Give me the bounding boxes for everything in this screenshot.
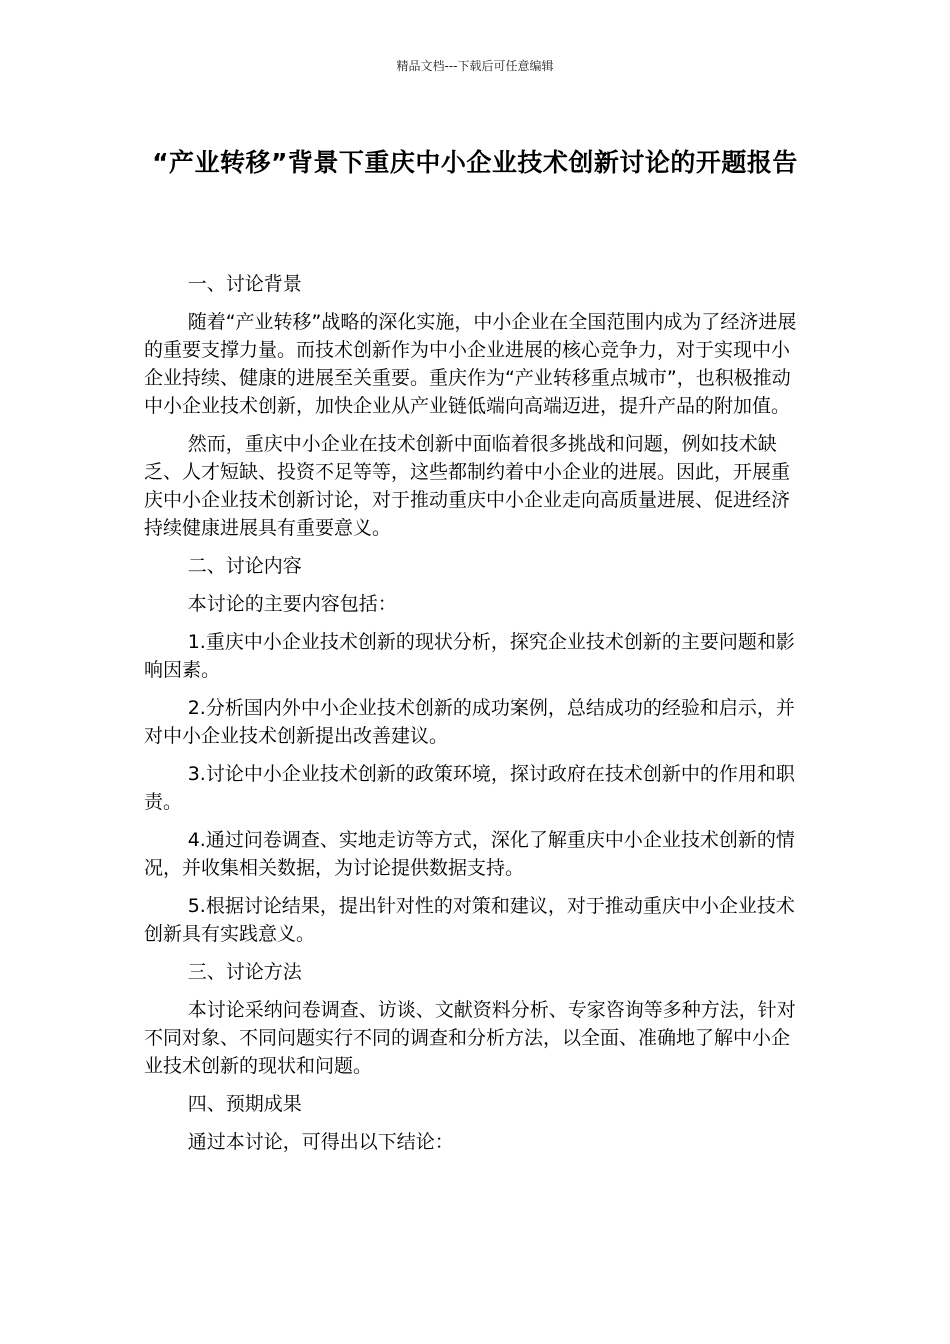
list-item: 1.重庆中小企业技术创新的现状分析，探究企业技术创新的主要问题和影响因素。 bbox=[144, 631, 795, 681]
document-body bbox=[144, 270, 800, 1166]
paragraph: 本讨论的主要内容包括： bbox=[187, 593, 397, 615]
section-heading-content: 二、讨论内容 bbox=[187, 555, 302, 577]
paragraph: 然而，重庆中小企业在技术创新中面临着很多挑战和问题，例如技术缺乏、人才短缺、投资不足等等，这些都制约着中小企业的进展。因此，开展重庆中小企业技术创新讨论，对于推动重庆中小企业走向高质量进展、促进经济持续健康进展具有重要意义。 bbox=[144, 433, 791, 539]
paragraph: 本讨论采纳问卷调查、访谈、文献资料分析、专家咨询等多种方法，针对不同对象、不同问题实行不同的调查和分析方法，以全面、准确地了解中小企业技术创新的现状和问题。 bbox=[144, 999, 796, 1077]
list-item: 4.通过问卷调查、实地走访等方式，深化了解重庆中小企业技术创新的情况，并收集相关数据，为讨论提供数据支持。 bbox=[144, 829, 795, 879]
list-item: 2.分析国内外中小企业技术创新的成功案例，总结成功的经验和启示，并对中小企业技术创新提出改善建议。 bbox=[144, 697, 795, 747]
list-item: 5.根据讨论结果，提出针对性的对策和建议，对于推动重庆中小企业技术创新具有实践意义。 bbox=[144, 895, 795, 945]
header-note: 精品文档---下载后可任意编辑 bbox=[396, 59, 554, 73]
section-heading-background: 一、讨论背景 bbox=[187, 273, 302, 295]
section-heading-method: 三、讨论方法 bbox=[187, 961, 302, 983]
paragraph: 随着“产业转移”战略的深化实施，中小企业在全国范围内成为了经济进展的重要支撑力量。而技术创新作为中小企业进展的核心竞争力，对于实现中小企业持续、健康的进展至关重要。重庆作为“产业转移重点城市”，也积极推动中小企业技术创新，加快企业从产业链低端向高端迈进，提升产品的附加值。 bbox=[144, 311, 797, 417]
paragraph: 通过本讨论，可得出以下结论： bbox=[187, 1131, 454, 1153]
document-title: “产业转移”背景下重庆中小企业技术创新讨论的开题报告 bbox=[152, 148, 798, 177]
list-item: 3.讨论中小企业技术创新的政策环境，探讨政府在技术创新中的作用和职责。 bbox=[144, 763, 795, 813]
section-heading-results: 四、预期成果 bbox=[187, 1093, 302, 1115]
